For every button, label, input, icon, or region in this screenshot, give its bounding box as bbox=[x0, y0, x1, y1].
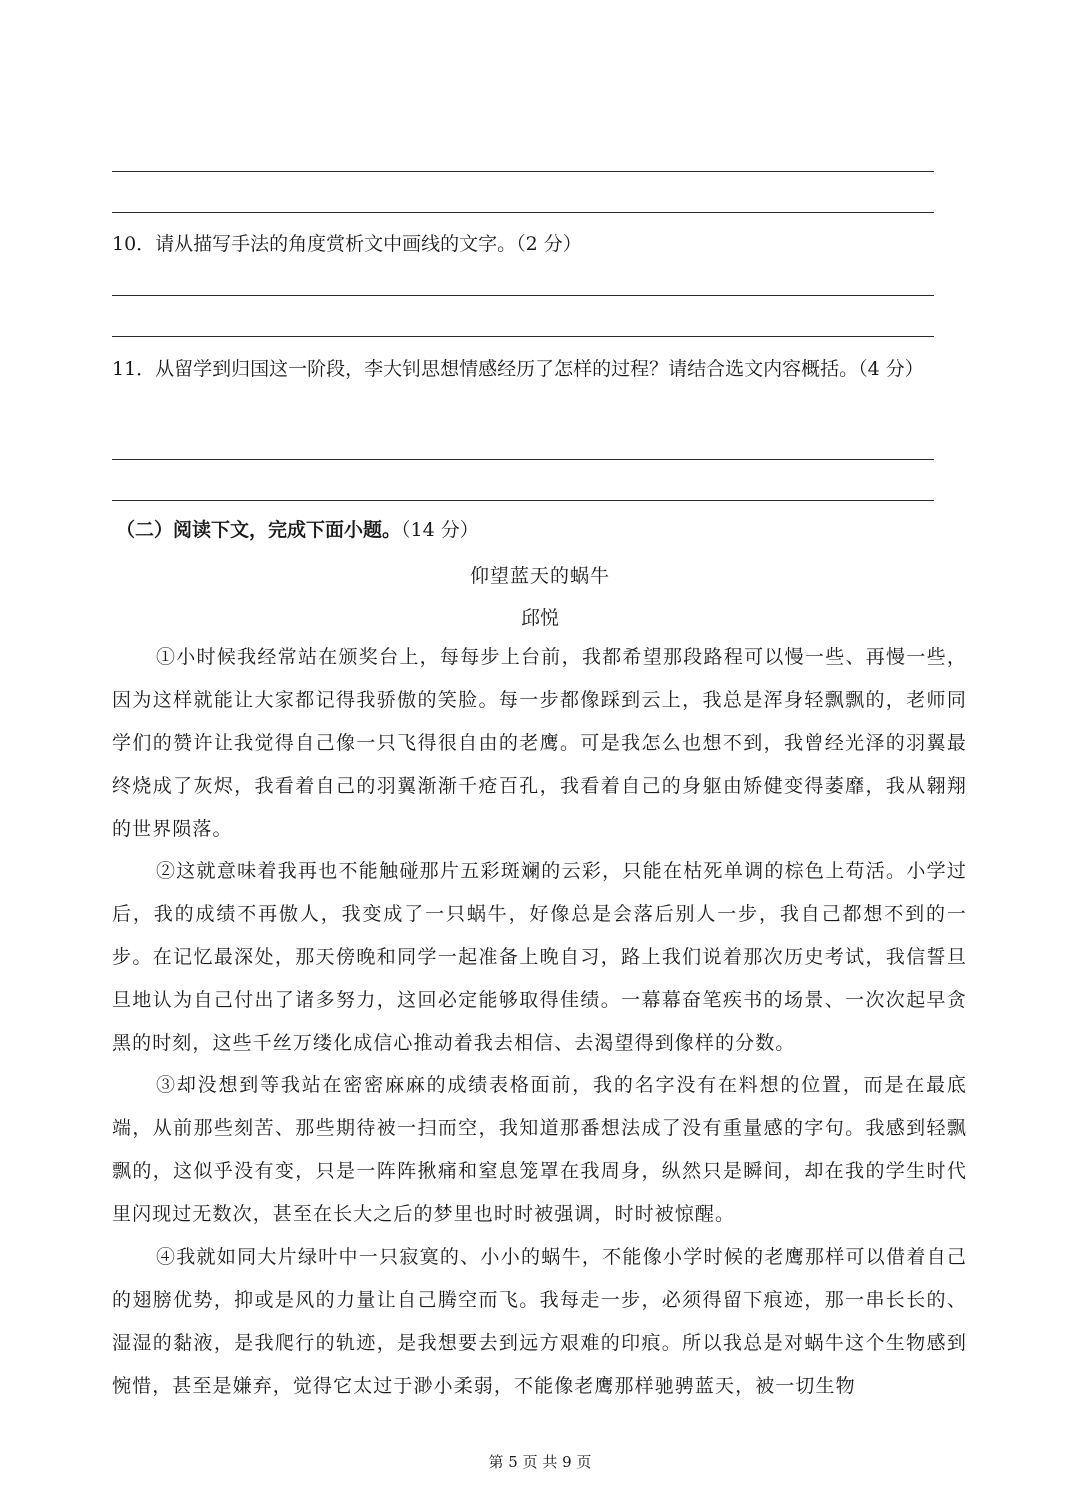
question-10: 10．请从描写手法的角度赏析文中画线的文字。（2 分） bbox=[112, 233, 582, 255]
answer-line bbox=[112, 212, 934, 213]
answer-line bbox=[112, 171, 934, 172]
paragraph-2: ②这就意味着我再也不能触碰那片五彩斑斓的云彩，只能在枯死单调的棕色上苟活。小学过后，我的成绩不再傲人，我变成了一只蜗牛，好像总是会落后别人一步，我自己都想不到的一步。在记忆最深处，那天傍晚和同学一起准备上晚自习，路上我们说着那次历史考试，我信誓旦旦地认为自己付出了诸多努力，这回必定能够取得佳绩。一幕幕奋笔疾书的场景、一次次起早贪黑的时刻，这些千丝万缕化成信心推动着我去相信、去渴望得到像样的分数。 bbox=[112, 860, 967, 1054]
paragraph-1: ①小时候我经常站在颁奖台上，每每步上台前，我都希望那段路程可以慢一些、再慢一些，因为这样就能让大家都记得我骄傲的笑脸。每一步都像踩到云上，我总是浑身轻飘飘的，老师同学们的赞许让我觉得自己像一只飞得很自由的老鹰。可是我怎么也想不到，我曾经光泽的羽翼最终烧成了灰烬，我看着自己的羽翼渐渐千疮百孔，我看着自己的身躯由矫健变得萎靡，我从翱翔的世界陨落。 bbox=[112, 646, 967, 840]
paragraph-3: ③却没想到等我站在密密麻麻的成绩表格面前，我的名字没有在料想的位置，而是在最底端，从前那些刻苦、那些期待被一扫而空，我知道那番想法成了没有重量感的字句。我感到轻飘飘的，这似乎没有变，只是一阵阵揪痛和窒息笼罩在我周身，纵然只是瞬间，却在我的学生时代里闪现过无数次，甚至在长大之后的梦里也时时被强调，时时被惊醒。 bbox=[112, 1074, 967, 1225]
article-title: 仰望蓝天的蜗牛 bbox=[469, 565, 610, 587]
page-footer: 第 5 页 共 9 页 bbox=[488, 1453, 592, 1471]
paragraph-4: ④我就如同大片绿叶中一只寂寞的、小小的蜗牛，不能像小学时候的老鹰那样可以借着自己的翅膀优势，抑或是风的力量让自己腾空而飞。我每走一步，必须得留下痕迹，那一串长长的、湿湿的黏液，是我爬行的轨迹，是我想要去到远方艰难的印痕。所以我总是对蜗牛这个生物感到惋惜，甚至是嫌弃，觉得它太过于渺小柔弱，不能像老鹰那样驰骋蓝天，被一切生物 bbox=[112, 1246, 967, 1397]
section-label: （二）阅读下文，完成下面小题。 bbox=[116, 519, 402, 541]
section-heading bbox=[116, 510, 479, 550]
question-11: 11．从留学到归国这一阶段，李大钊思想情感经历了怎样的过程？请结合选文内容概括。（4 分） bbox=[112, 358, 924, 380]
section-score: （14 分） bbox=[401, 519, 479, 541]
answer-line bbox=[112, 336, 934, 337]
answer-line bbox=[112, 295, 934, 296]
answer-line bbox=[112, 459, 934, 460]
answer-line bbox=[112, 500, 934, 501]
article-author: 邱悦 bbox=[520, 607, 559, 629]
